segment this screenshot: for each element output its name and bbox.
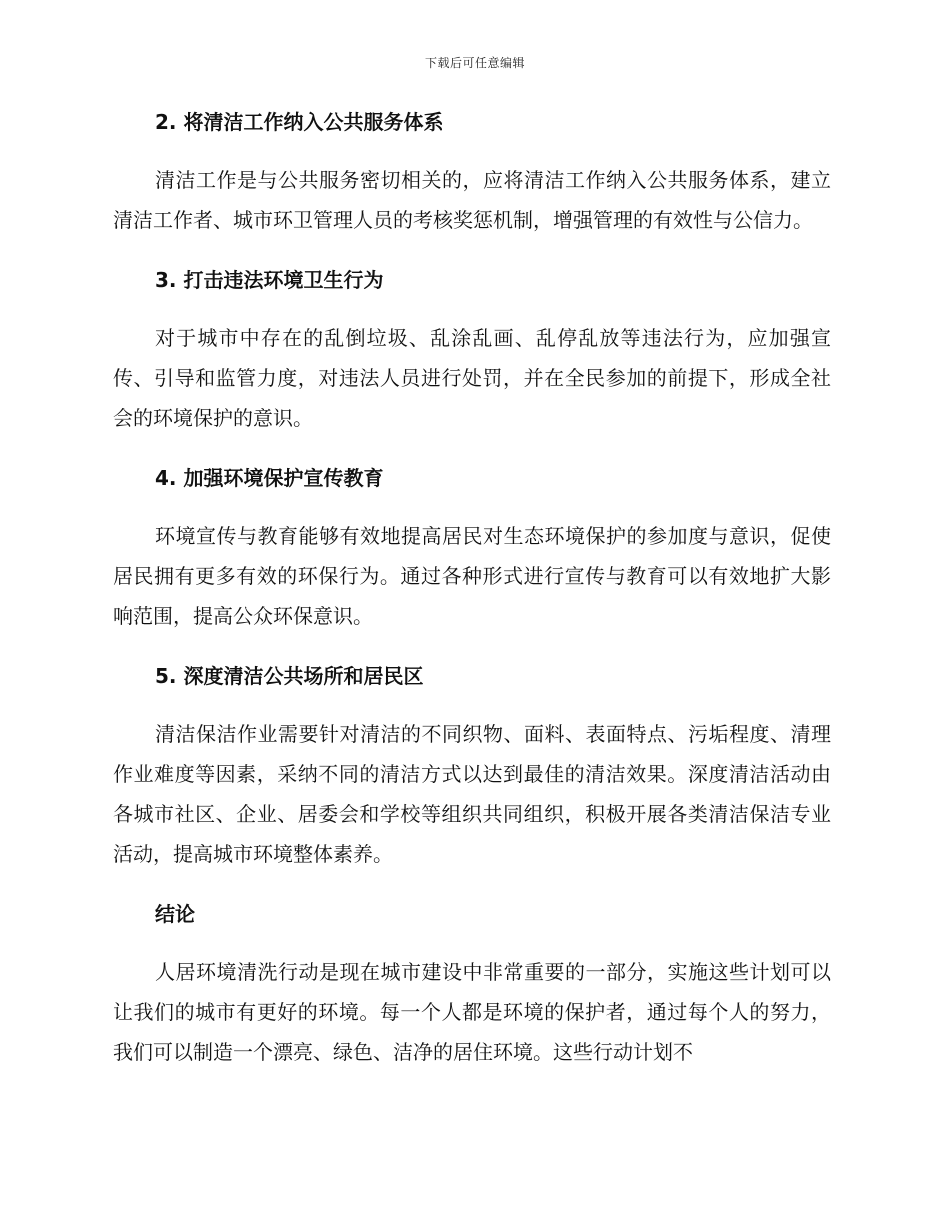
- section-paragraph-4: 环境宣传与教育能够有效地提高居民对生态环境保护的参加度与意识，促使居民拥有更多有效的环保行为。通过各种形式进行宣传与教育可以有效地扩大影响范围，提高公众环保意识。: [113, 524, 831, 628]
- section-paragraph-5: 清洁保洁作业需要针对清洁的不同织物、面料、表面特点、污垢程度、清理作业难度等因素，采纳不同的清洁方式以达到最佳的清洁效果。深度清洁活动由各城市社区、企业、居委会和学校等组织共同组织，积极开展各类清洁保洁专业活动，提高城市环境整体素养。: [113, 722, 831, 866]
- page-header: 下载后可任意编辑: [424, 56, 525, 70]
- conclusion-heading: 结论: [155, 902, 195, 926]
- section-paragraph-3: 对于城市中存在的乱倒垃圾、乱涂乱画、乱停乱放等违法行为，应加强宣传、引导和监管力度，对违法人员进行处罚，并在全民参加的前提下，形成全社会的环境保护的意识。: [113, 326, 831, 430]
- document-body: [113, 108, 831, 1098]
- section-heading-4: 4. 加强环境保护宣传教育: [155, 466, 384, 490]
- section-heading-3: 3. 打击违法环境卫生行为: [155, 268, 384, 292]
- section-heading-5: 5. 深度清洁公共场所和居民区: [155, 664, 424, 688]
- conclusion-paragraph: 人居环境清洗行动是现在城市建设中非常重要的一部分，实施这些计划可以让我们的城市有更好的环境。每一个人都是环境的保护者，通过每个人的努力，我们可以制造一个漂亮、绿色、洁净的居住环境。这些行动计划不: [113, 960, 831, 1064]
- section-paragraph-2: 清洁工作是与公共服务密切相关的，应将清洁工作纳入公共服务体系，建立清洁工作者、城市环卫管理人员的考核奖惩机制，增强管理的有效性与公信力。: [113, 168, 831, 232]
- section-heading-2: 2. 将清洁工作纳入公共服务体系: [155, 110, 444, 134]
